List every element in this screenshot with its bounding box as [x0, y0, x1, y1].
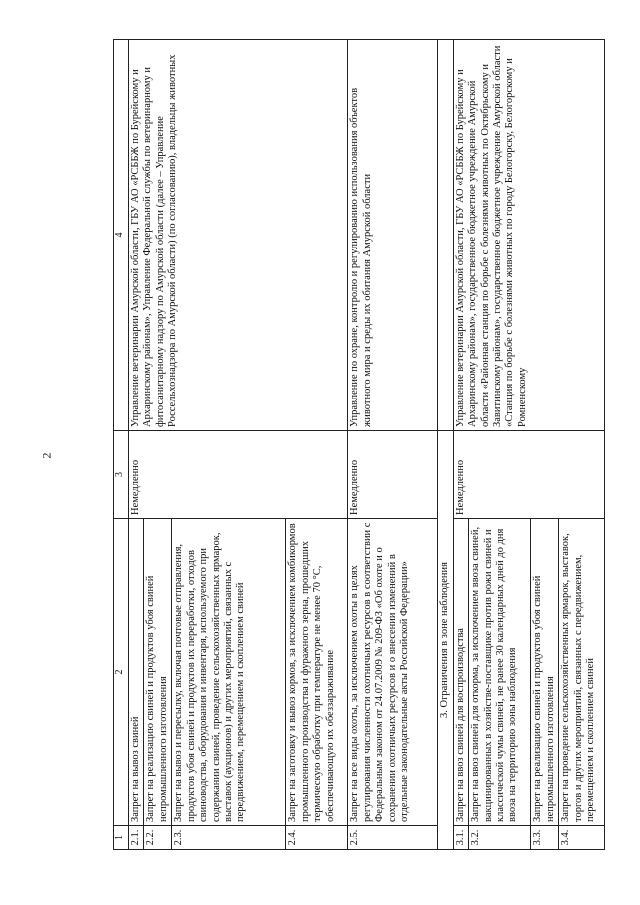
table-row: [453, 40, 468, 850]
col-header-3: 3: [114, 431, 129, 519]
measure-text: Запрет на заготовку и вывоз кормов, за исключением комбикормов промышленного производства и фуражного зерна, прошедших термическую обработку при температуре не менее 70 °С, обеспечивающую их обеззараживание: [286, 519, 348, 826]
row-number: 3.4.: [559, 826, 605, 850]
row-number: 2.4.: [286, 826, 348, 850]
landscape-table-sheet: [113, 40, 625, 850]
row-number: 2.3.: [172, 826, 286, 850]
responsible-cell: Управление по охране, контролю и регулированию использования объектов животного мира и среды их обитания Амурской области: [348, 40, 438, 431]
measure-text: Запрет на все виды охоты, за исключением охоты в целях регулирования численности охотничьих ресурсов в соответствии с Федеральным законом от 24.07.2009 № 209-ФЗ «Об охоте и о сохранении охотничьих ресурсов и о внесении изменений в отдельные законодательные акты Российской Федерации»: [348, 519, 438, 826]
measure-text: Запрет на проведение сельскохозяйственных ярмарок, выставок, торгов и других мероприятий, связанных с передвижением, перемещением и скоплением свиней: [559, 519, 605, 826]
table-row: [348, 40, 438, 850]
table-header-row: [114, 40, 129, 850]
row-number: 3.1.: [453, 826, 468, 850]
measure-text: Запрет на ввоз свиней для воспроизводства: [453, 519, 468, 826]
section-row: [438, 40, 453, 850]
measures-table: [113, 39, 605, 850]
measure-text: Запрет на вывоз свиней: [129, 519, 144, 826]
row-number: 2.2.: [144, 826, 172, 850]
deadline-cell: Немедленно: [129, 431, 348, 519]
page-number: 2: [39, 452, 54, 459]
responsible-cell: Управление ветеринарии Амурской области, ГБУ АО «РСББЖ по Бурейскому и Архаринскому районам», Управление Федеральной службы по ветеринарному и фитосанитарному надзору по Амурской области (далее – Управление Россельхознадзора по Амурской области) (по согласованию), владельцы животных: [129, 40, 348, 431]
deadline-cell: Немедленно: [453, 431, 604, 519]
col-header-2: 2: [114, 519, 129, 826]
measure-text: Запрет на ввоз свиней для откорма, за исключением ввоза свиней, вакцинированных в хозяйстве-поставщике против рожи свиней и классической чумы свиней, не ранее 30 календарных дней до дня ввоза на территорию зоны наблюдения: [469, 519, 531, 826]
section-title: 3. Ограничения в зоне наблюдения: [438, 431, 453, 850]
row-number: 2.5.: [348, 826, 438, 850]
responsible-cell: Управление ветеринарии Амурской области, ГБУ АО «РСББЖ по Бурейскому и Архаринскому районам», государственное бюджетное учреждение Амурской области «Районная станция по борьбе с болезнями животных по Октябрьскому и Завитинскому районам», государственное бюджетное учреждение Амурской области «Станция по борьбе с болезнями животных по городу Белогорску, Белогорскому и Ромненскому: [453, 40, 604, 431]
row-number: 2.1.: [129, 826, 144, 850]
table-row: [129, 40, 144, 850]
col-header-1: 1: [114, 826, 129, 850]
row-number: 3.2.: [469, 826, 531, 850]
row-number: 3.3.: [531, 826, 559, 850]
empty-cell: [438, 40, 453, 431]
col-header-4: 4: [114, 40, 129, 431]
measure-text: Запрет на реализацию свиней и продуктов убоя свиней непромышленного изготовления: [144, 519, 172, 826]
deadline-cell: Немедленно: [348, 431, 438, 519]
measure-text: Запрет на вывоз и пересылку, включая почтовые отправления, продуктов убоя свиней и продуктов их переработки, отходов свиноводства, оборудования и инвентаря, используемого при содержании свиней, проведение сельскохозяйственных ярмарок, выставок (аукционов) и других мероприятий, связанных с передвижением, перемещением и скоплением свиней: [172, 519, 286, 826]
measure-text: Запрет на реализацию свиней и продуктов убоя свиней непромышленного изготовления: [531, 519, 559, 826]
